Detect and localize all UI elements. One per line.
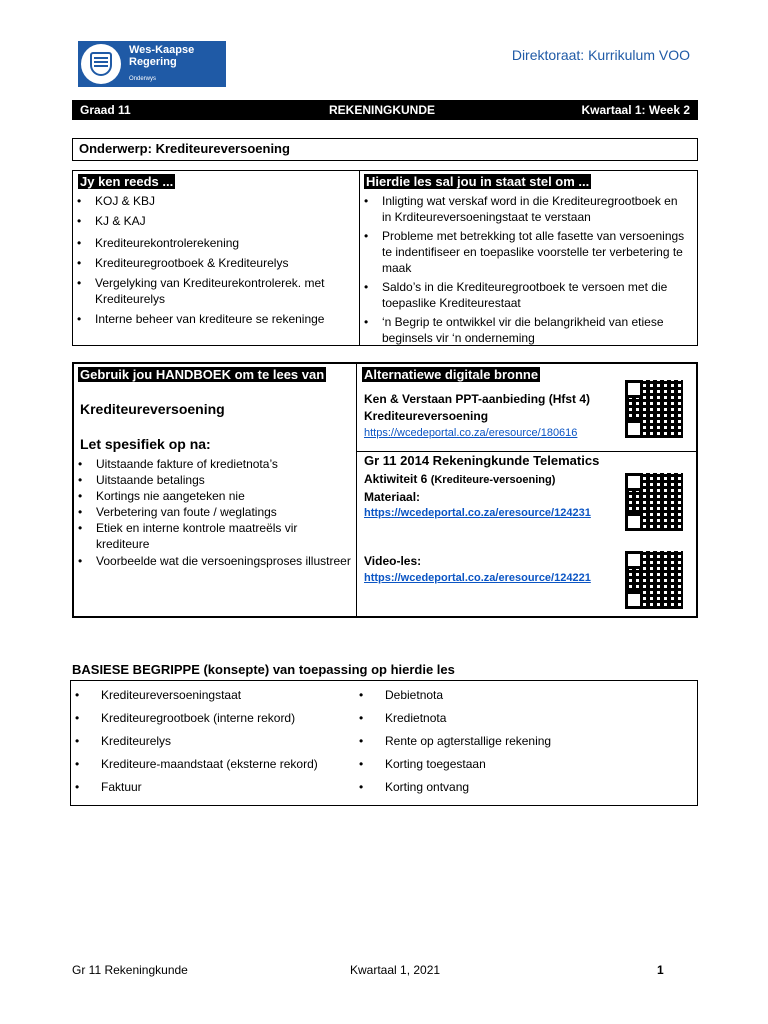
logo-line2: Regering [129, 55, 177, 68]
crest-icon [81, 44, 121, 84]
list-item: • Krediteureversoeningstaat [71, 687, 351, 703]
list-item: • Uitstaande betalings [74, 472, 352, 488]
activity-note: (Krediteure-versoening) [430, 474, 556, 486]
footer-left: Gr 11 Rekeningkunde [72, 963, 188, 977]
material-link[interactable]: https://wcedeportal.co.za/eresource/124231 [364, 507, 591, 519]
topic-box: Onderwerp: Krediteureversoening [72, 138, 698, 161]
list-item: • ‘n Begrip te ontwikkel vir die belangrikheid van etiese beginsels vir ‘n onderneming [360, 314, 690, 346]
list-item: • Etiek en interne kontrole maatreëls vir krediteure [74, 520, 352, 552]
video-link[interactable]: https://wcedeportal.co.za/eresource/124221 [364, 572, 591, 584]
ppt-title: Ken & Verstaan PPT-aanbieding (Hfst 4) [364, 392, 591, 406]
list-item: • Voorbeelde wat die versoeningsproses illustreer [74, 553, 352, 569]
outcomes-list [360, 193, 690, 346]
term-label: Kwartaal 1: Week 2 [581, 103, 690, 117]
list-item: • Krediteuregrootboek (interne rekord) [71, 710, 351, 726]
concepts-left-list [71, 687, 351, 795]
list-item: • Krediteurekontrolerekening [73, 235, 357, 251]
page-number: 1 [657, 963, 664, 977]
concepts-heading: BASIESE BEGRIPPE (konsepte) van toepassing op hierdie les [72, 662, 455, 677]
qr-code-icon [625, 551, 683, 609]
list-item: • Korting toegestaan [355, 756, 675, 772]
list-item: • Interne beheer van krediteure se rekeninge [73, 311, 357, 327]
outcomes-heading: Hierdie les sal jou in staat stel om ... [366, 174, 590, 189]
logo-line3: Onderwys [129, 75, 157, 82]
list-item: • Kredietnota [355, 710, 675, 726]
row-divider [357, 451, 696, 452]
list-item: • Saldo’s in die Krediteuregrootboek te versoen met die toepaslike Krediteurestaat [360, 279, 690, 311]
list-item: • Krediteure-maandstaat (eksterne rekord) [71, 756, 351, 772]
directorate-title: Direktoraat: Kurrikulum VOO [511, 47, 690, 63]
column-divider [356, 364, 357, 616]
ppt-link[interactable]: https://wcedeportal.co.za/eresource/180616 [364, 427, 578, 439]
qr-code-icon [625, 473, 683, 531]
list-item: • Inligting wat verskaf word in die Krediteuregrootboek en in Krditeureversoeningstaat te verstaan [360, 193, 690, 225]
video-label: Video-les: [364, 554, 422, 568]
list-item: • Korting ontvang [355, 779, 675, 795]
digital-resources-heading: Alternatiewe digitale bronne [364, 367, 539, 382]
prior-knowledge-list [73, 193, 357, 327]
concepts-right-list [355, 687, 675, 795]
list-item: • Krediteuregrootboek & Krediteurelys [73, 255, 357, 271]
grade-label: Graad 11 [80, 103, 131, 117]
resources-table [72, 362, 698, 618]
wcg-logo [78, 41, 226, 87]
list-item: • Rente op agterstallige rekening [355, 733, 675, 749]
subject-label: REKENINGKUNDE [329, 103, 436, 117]
logo-line1: Wes-Kaapse [129, 43, 195, 56]
focus-heading: Let spesifiek op na: [80, 436, 211, 452]
list-item: • Krediteurelys [71, 733, 351, 749]
list-item: • Uitstaande fakture of kredietnota’s [74, 456, 352, 472]
qr-code-icon [625, 380, 683, 438]
prior-knowledge-heading: Jy ken reeds ... [80, 174, 174, 189]
textbook-topic: Krediteureversoening [80, 401, 225, 417]
list-item: • Probleme met betrekking tot alle fasette van versoenings te indentifiseer en toepaslike voorstelle ter verbetering te maak [360, 228, 690, 276]
list-item: • Verbetering van foute / weglatings [74, 504, 352, 520]
focus-list [74, 456, 352, 569]
list-item: • Debietnota [355, 687, 675, 703]
telematics-title: Gr 11 2014 Rekeningkunde Telematics [364, 453, 600, 468]
concepts-table [70, 680, 698, 806]
list-item: • Vergelyking van Krediteurekontrolerek. met Krediteurelys [73, 275, 357, 307]
textbook-heading: Gebruik jou HANDBOEK om te lees van [80, 367, 325, 382]
list-item: • KOJ & KBJ [73, 193, 357, 209]
list-item: • Faktuur [71, 779, 351, 795]
list-item: • Kortings nie aangeteken nie [74, 488, 352, 504]
activity-label: Aktiwiteit 6 [364, 472, 428, 486]
material-label: Materiaal: [364, 490, 421, 504]
grade-bar [72, 100, 698, 120]
ppt-subtitle: Krediteureversoening [364, 409, 489, 423]
prior-knowledge-table [72, 170, 698, 346]
list-item: • KJ & KAJ [73, 213, 357, 229]
footer-center: Kwartaal 1, 2021 [350, 963, 441, 977]
